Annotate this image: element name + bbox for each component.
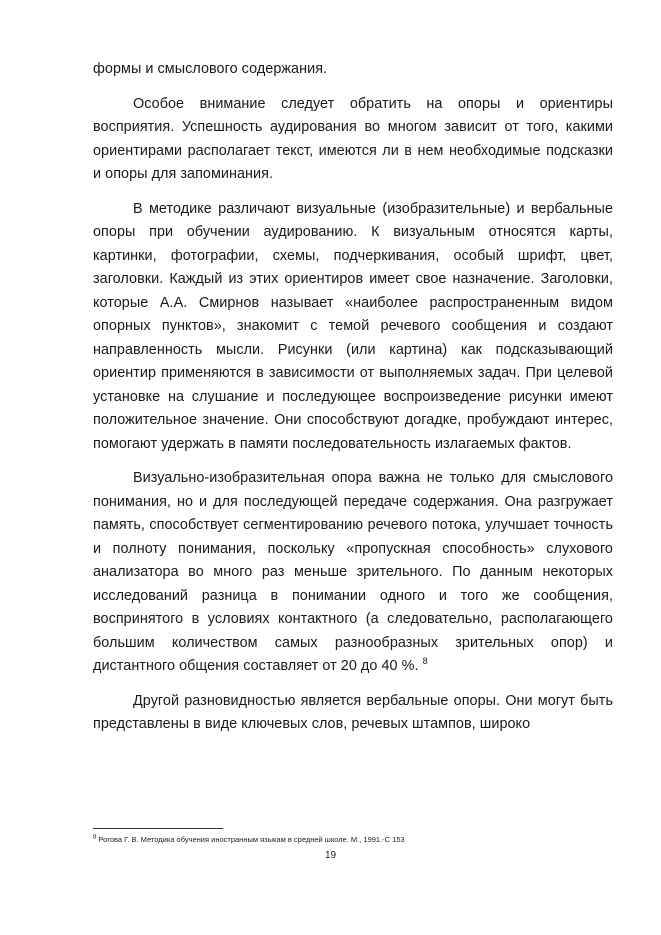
- page-number: 19: [324, 850, 337, 861]
- paragraph-perception-supports: Особое внимание следует обратить на опоры и ориентиры восприятия. Успешность аудирования во многом зависит от того, какими ориентирами располагает текст, имеются ли в нем необходимые подсказки и опоры для запоминания.: [93, 95, 613, 182]
- document-body: [93, 58, 613, 737]
- paragraph-visual-verbal-supports: В методике различают визуальные (изобразительные) и вербальные опоры при обучении аудированию. К визуальным относятся карты, картинки, фотографии, схемы, подчеркивания, особый шрифт, цвет, заголовки. Каждый из этих ориентиров имеет свое назначение. Заголовки, которые А.А. Смирнов называет «наиболее распространенным видом опорных пунктов», знакомит с темой речевого сообщения и создают направленность мысли. Рисунки (или картина) как подсказывающий ориентир применяются в зависимости от выполняемых задач. При целевой установке на слушание и последующее воспроизведение рисунки имеют положительное значение. Они способствуют догадке, пробуждают интерес, помогают удержать в памяти последовательность излагаемых фактов.: [93, 200, 613, 452]
- paragraph-verbal-supports: Другой разновидностью является вербальные опоры. Они могут быть представлены в виде ключевых слов, речевых штампов, широко: [93, 692, 613, 732]
- paragraph-visual-pictorial-support: [93, 467, 613, 679]
- footnote: [93, 834, 613, 846]
- paragraph-continuation: формы и смыслового содержания.: [93, 61, 328, 77]
- footnote-reference[interactable]: 8: [422, 656, 428, 667]
- footnote-mark: 8: [93, 834, 97, 841]
- paragraph-visual-pictorial-text: Визуально-изобразительная опора важна не только для смыслового понимания, но и для последующей передаче содержания. Она разгружает память, способствует сегментированию речевого потока, улучшает точность и полноту понимания, поскольку «пропускная способность» слухового анализатора во много раз меньше зрительного. По данным некоторых исследований разница в понимании одного и того же сообщения, воспринятого в условиях контактного (а следовательно, располагающего большим количеством самых разнообразных зрительных опор) и дистантного общения составляет от 20 до 40 %.: [93, 470, 613, 674]
- footnote-divider: [93, 828, 223, 829]
- footnote-text: Рогова Г. В. Методика обучения иностранным языкам в средней школе. М., 1991.-С 153: [98, 835, 405, 844]
